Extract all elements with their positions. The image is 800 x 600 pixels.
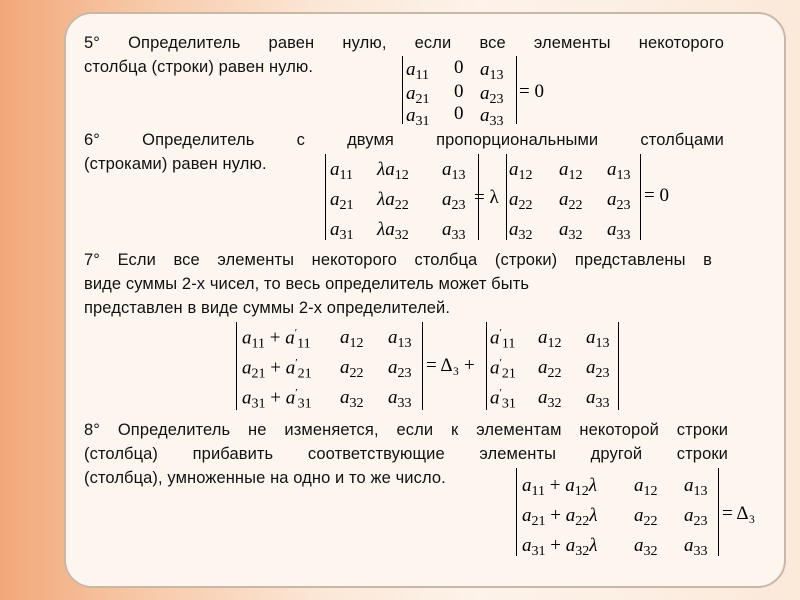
formula-8-row2: $a_{22}$ <box>634 505 658 529</box>
property-8-line2: (столбца) прибавить соответствующие элементы другой строки <box>84 445 728 463</box>
formula-7-row3: $a_{33}$ <box>586 387 610 411</box>
formula-8-row2: $a_{21} + a_{22}\lambda$ <box>522 505 598 529</box>
property-6-text: Определитель с двумя пропорциональными столбцами <box>142 131 725 149</box>
formula-6-row1: $a_{12}$ <box>509 159 533 183</box>
determinant-bar-right <box>618 322 619 410</box>
property-7-line3: представлен в виде суммы 2-х определителей. <box>84 299 451 317</box>
determinant-bar-left <box>486 322 487 410</box>
formula-6-row2: $a_{23}$ <box>442 189 466 213</box>
formula-6-row3: $\lambda a_{32}$ <box>377 219 409 243</box>
determinant-bar-left <box>506 154 507 240</box>
property-7-line1 <box>84 248 712 272</box>
formula-7-row1: $a_{12}$ <box>538 327 562 351</box>
formula-6-row1: $\lambda a_{12}$ <box>377 159 409 183</box>
determinant-bar-left <box>236 322 237 410</box>
formula-7-row2: $a_{23}$ <box>586 357 610 381</box>
formula-5-row2: $a_{23}$ <box>480 83 504 107</box>
formula-6-row2: $a_{22}$ <box>559 189 583 213</box>
formula-8-row2: $a_{23}$ <box>684 505 708 529</box>
formula-8-row3: $a_{32}$ <box>634 535 658 559</box>
formula-6-row3: $a_{33}$ <box>607 219 631 243</box>
property-7-number: 7° <box>84 251 100 269</box>
formula-5-row3: $a_{33}$ <box>480 105 504 129</box>
property-5-line2: столбца (строки) равен нулю. <box>84 58 314 76</box>
formula-8-equals-delta: = Δ₃ <box>722 503 756 524</box>
formula-5-row1: 0 <box>454 57 464 78</box>
determinant-bar-right <box>640 154 641 240</box>
formula-6-row1: $a_{13}$ <box>607 159 631 183</box>
formula-6-row2: $a_{23}$ <box>607 189 631 213</box>
formula-7-row2: $a'_{21}$ <box>490 357 516 382</box>
property-5-text: Определитель равен нулю, если все элементы некоторого <box>128 34 724 52</box>
formula-6-row1: $a_{12}$ <box>559 159 583 183</box>
determinant-bar-right <box>718 468 719 556</box>
formula-6-row3: $a_{32}$ <box>509 219 533 243</box>
property-5-line1 <box>84 31 724 55</box>
formula-7-equals-delta: = Δ₃ + <box>426 355 475 376</box>
property-8-line1 <box>84 418 728 442</box>
formula-7-row3: $a'_{31}$ <box>490 387 516 412</box>
formula-5-row1: $a_{11}$ <box>406 59 429 83</box>
formula-5-row2: 0 <box>454 81 464 102</box>
formula-7-row2: $a_{22}$ <box>538 357 562 381</box>
property-8-line3: (столбца), умноженные на одно и то же число. <box>84 469 446 487</box>
formula-8-row1: $a_{13}$ <box>684 475 708 499</box>
property-6-line2: (строками) равен нулю. <box>84 155 267 173</box>
formula-6-row2: $a_{21}$ <box>330 189 354 213</box>
formula-7-row1: $a_{13}$ <box>586 327 610 351</box>
formula-5-row3: $a_{31}$ <box>406 105 430 129</box>
determinant-bar-right <box>422 322 423 410</box>
formula-8-row3: $a_{33}$ <box>684 535 708 559</box>
property-8-text: Определитель не изменяется, если к элементам некоторой строки <box>117 421 729 439</box>
formula-6-row2: $\lambda a_{22}$ <box>377 189 409 213</box>
property-6-line1 <box>84 128 724 152</box>
formula-6-equals-lambda: = λ <box>474 187 499 208</box>
formula-5-row1: $a_{13}$ <box>480 59 504 83</box>
property-7-line2: виде суммы 2-х чисел, то весь определитель может быть <box>84 275 530 293</box>
formula-7-row3: $a_{32}$ <box>340 387 364 411</box>
formula-6-row2: $a_{22}$ <box>509 189 533 213</box>
formula-6-row1: $a_{11}$ <box>330 159 353 183</box>
formula-6-row3: $a_{31}$ <box>330 219 354 243</box>
formula-6-row3: $a_{32}$ <box>559 219 583 243</box>
property-8-number: 8° <box>84 421 100 439</box>
formula-7-row2: $a_{23}$ <box>388 357 412 381</box>
determinant-bar-left <box>516 468 517 556</box>
formula-7-row1: $a_{13}$ <box>388 327 412 351</box>
formula-7-row1: $a_{12}$ <box>340 327 364 351</box>
formula-7-row3: $a_{31} + a'_{31}$ <box>242 387 312 412</box>
determinant-bar-left <box>325 154 326 240</box>
property-5-number: 5° <box>84 34 100 52</box>
formula-5-row2: $a_{21}$ <box>406 83 430 107</box>
formula-6-row3: $a_{33}$ <box>442 219 466 243</box>
formula-8-row1: $a_{11} + a_{12}\lambda$ <box>522 475 597 499</box>
formula-7-row3: $a_{32}$ <box>538 387 562 411</box>
determinant-bar-left <box>402 56 403 124</box>
formula-7-row1: $a'_{11}$ <box>490 327 516 352</box>
formula-8-row1: $a_{12}$ <box>634 475 658 499</box>
formula-7-row2: $a_{22}$ <box>340 357 364 381</box>
formula-6-equals-zero: = 0 <box>644 185 669 206</box>
property-7-text: Если все элементы некоторого столбца (строки) представлены в <box>117 251 713 269</box>
formula-7-row3: $a_{33}$ <box>388 387 412 411</box>
formula-5-row3: 0 <box>454 103 464 124</box>
formula-7-row2: $a_{21} + a'_{21}$ <box>242 357 312 382</box>
formula-5-equals: = 0 <box>519 81 544 102</box>
property-6-number: 6° <box>84 131 100 149</box>
formula-7-row1: $a_{11} + a'_{11}$ <box>242 327 311 352</box>
formula-8-row3: $a_{31} + a_{32}\lambda$ <box>522 535 598 559</box>
formula-6-row1: $a_{13}$ <box>442 159 466 183</box>
determinant-bar-right <box>516 56 517 124</box>
